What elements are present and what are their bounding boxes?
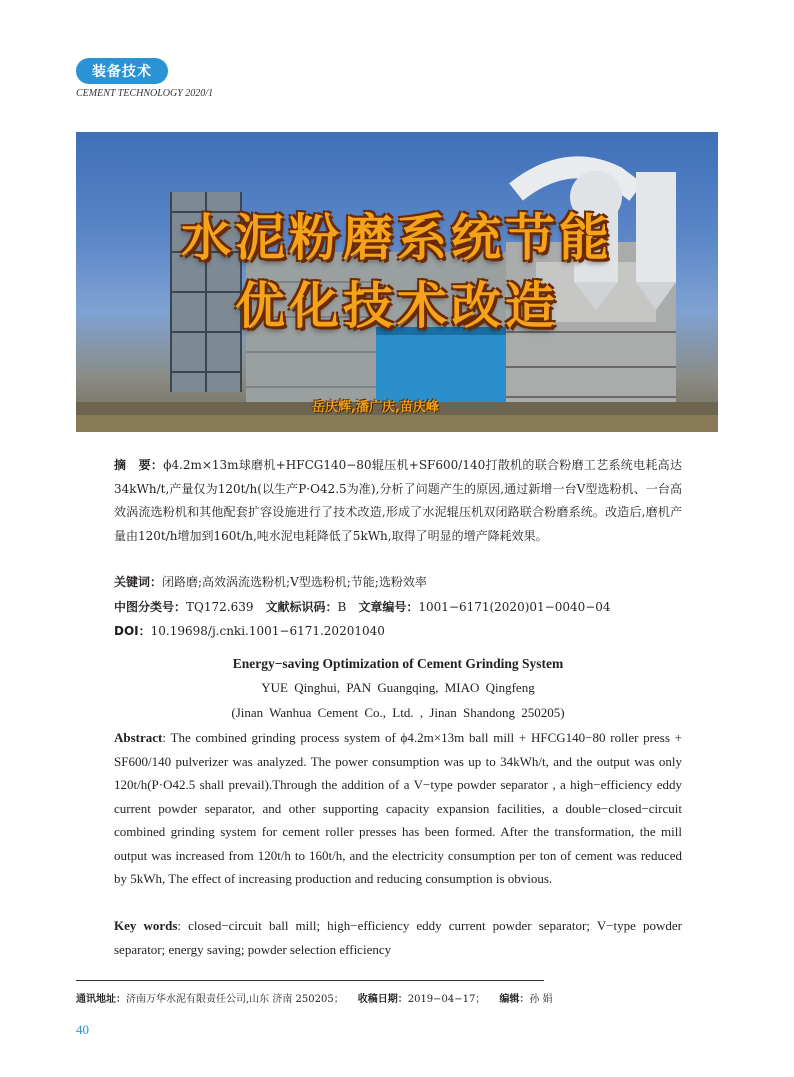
abstract-label: 摘 要：	[114, 458, 164, 472]
classification-line	[114, 598, 684, 615]
clc-value: TQ172.639	[186, 600, 254, 614]
editor-name: 孙 娟	[529, 994, 553, 1005]
article-number-label: 文章编号：	[358, 600, 419, 614]
chinese-abstract	[114, 454, 682, 548]
section-tag: 装备技术	[76, 58, 168, 84]
doc-code-label: 文献标识码：	[265, 600, 338, 614]
doi-label: DOI：	[114, 624, 151, 638]
keywords-text: 闭路磨;高效涡流选粉机;V型选粉机;节能;选粉效率	[162, 575, 427, 589]
abstract-text: ϕ4.2m×13m球磨机+HFCG140−80辊压机+SF600/140打散机的联合粉磨工艺系统电耗高达34kWh/t,产量仅为120t/h(以生产P·O42.5为准),分析了问题产生的原因,通过新增一台V型选粉机、一台高效涡流选粉机和其他配套扩容设施进行了技术改造,形成了水泥辊压机双闭路联合粉磨系统。改造后,磨机产量由120t/h增加到160t/h,吨水泥电耗降低了5kWh,取得了明显的增产降耗效果。	[114, 458, 682, 543]
english-authors: YUE Qinghui, PAN Guangqing, MIAO Qingfeng	[261, 680, 535, 695]
address-label: 通讯地址：	[76, 994, 126, 1005]
address-text: 济南万华水泥有限责任公司,山东 济南 250205；	[126, 994, 344, 1005]
article-number-value: 1001−6171(2020)01−0040−04	[418, 600, 611, 614]
english-keywords-text: : closed−circuit ball mill; high−efficiency eddy current powder separator; V−type powder separator; energy saving; powder selection efficiency	[114, 918, 682, 957]
english-abstract-label: Abstract	[114, 730, 163, 745]
doc-code-value: B	[337, 600, 347, 614]
english-keywords	[114, 914, 682, 961]
journal-header: CEMENT TECHNOLOGY 2020/1	[76, 88, 214, 99]
english-abstract-text: : The combined grinding process system of ϕ4.2m×13m ball mill + HFCG140−80 roller press + SF600/140 pulverizer was analyzed. The power consumption was up to 34kWh/t, and the output was only 120t/h(P·O42.5 shall prevail).Through the addition of a V−type powder separator , a high−efficiency eddy current powder separator, and other supporting capacity expansion facilities, a double−closed−circuit combined grinding system for cement roller presses has been formed. After the transformation, the mill output was increased from 120t/h to 160t/h, and the electricity consumption per ton of cement was reduced by 5kWh, The effect of increasing production and reducing consumption is obvious.	[114, 730, 682, 886]
page-number: 40	[76, 1022, 89, 1037]
footnote	[76, 990, 716, 1005]
hero-image	[76, 132, 718, 432]
hero-title-line1: 水泥粉磨系统节能	[181, 209, 613, 267]
received-label: 收稿日期：	[357, 994, 408, 1005]
english-keywords-label: Key words	[114, 918, 178, 933]
hero-title-line2: 优化技术改造	[235, 277, 559, 335]
editor-label: 编辑：	[499, 994, 530, 1005]
english-affiliation: (Jinan Wanhua Cement Co., Ltd. , Jinan Shandong 250205)	[231, 705, 565, 720]
english-title: Energy−saving Optimization of Cement Grinding System	[232, 656, 564, 671]
doi-line	[114, 622, 684, 639]
clc-label: 中图分类号：	[114, 600, 187, 614]
hero-authors: 岳庆辉,潘广庆,苗庆峰	[312, 400, 439, 415]
received-date: 2019−04−17；	[407, 994, 486, 1005]
keywords-label: 关键词：	[114, 575, 163, 589]
keywords-cn	[114, 573, 684, 590]
doi-value[interactable]: 10.19698/j.cnki.1001−6171.20201040	[150, 624, 385, 638]
footnote-divider	[76, 980, 544, 981]
english-abstract	[114, 726, 682, 891]
